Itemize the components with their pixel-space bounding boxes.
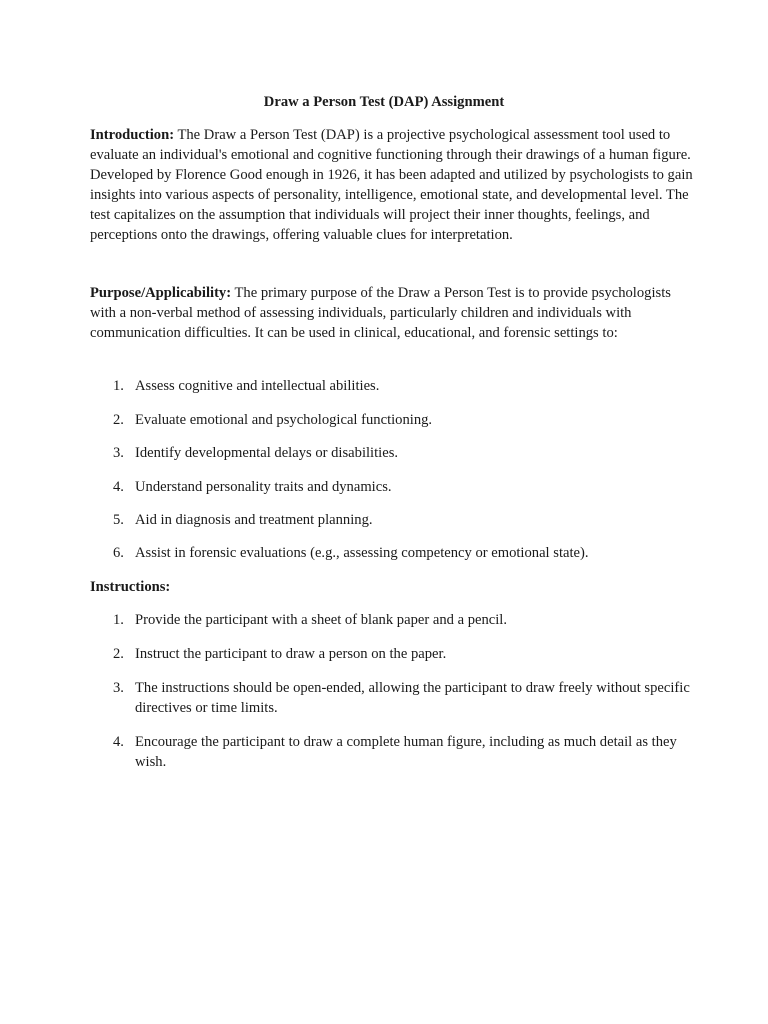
list-number: 1.	[113, 378, 124, 394]
list-text: Identify developmental delays or disabilities.	[135, 445, 399, 461]
document-title: Draw a Person Test (DAP) Assignment	[263, 94, 505, 110]
list-text: Instruct the participant to draw a person on the paper.	[135, 646, 447, 662]
list-number: 1.	[113, 612, 124, 628]
list-text: The instructions should be open-ended, allowing the participant to draw freely without specific directives or time limits.	[135, 680, 690, 716]
list-text: Encourage the participant to draw a complete human figure, including as much detail as they wish.	[135, 734, 677, 770]
list-number: 4.	[113, 734, 124, 750]
list-text: Assist in forensic evaluations (e.g., assessing competency or emotional state).	[135, 545, 589, 561]
introduction-label: Introduction:	[90, 127, 175, 143]
list-number: 3.	[113, 445, 124, 461]
list-number: 6.	[113, 545, 124, 561]
list-number: 2.	[113, 646, 124, 662]
list-text: Aid in diagnosis and treatment planning.	[135, 512, 373, 528]
list-number: 4.	[113, 479, 124, 495]
purpose-text: The primary purpose of the Draw a Person Test is to provide psychologists with a non-verbal method of assessing individuals, particularly children and individuals with communication difficulties. It can be used in clinical, educational, and forensic settings to:	[90, 285, 671, 341]
list-number: 3.	[113, 680, 124, 696]
list-number: 2.	[113, 412, 124, 428]
purpose-label: Purpose/Applicability:	[90, 285, 232, 301]
list-number: 5.	[113, 512, 124, 528]
list-text: Assess cognitive and intellectual abilities.	[135, 378, 380, 394]
introduction-paragraph	[90, 125, 694, 245]
purpose-paragraph	[90, 283, 694, 343]
list-text: Provide the participant with a sheet of blank paper and a pencil.	[135, 612, 508, 628]
list-text: Evaluate emotional and psychological functioning.	[135, 412, 433, 428]
instructions-heading: Instructions:	[90, 579, 171, 595]
introduction-text: The Draw a Person Test (DAP) is a projective psychological assessment tool used to evaluate an individual's emotional and cognitive functioning through their drawings of a human figure. Developed by Florence Good enough in 1926, it has been adapted and utilized by psychologists to gain insights into various aspects of personality, intelligence, emotional state, and developmental level. The test capitalizes on the assumption that individuals will project their inner thoughts, feelings, and perceptions onto the drawings, offering valuable clues for interpretation.	[90, 127, 693, 243]
list-text: Understand personality traits and dynamics.	[135, 479, 392, 495]
